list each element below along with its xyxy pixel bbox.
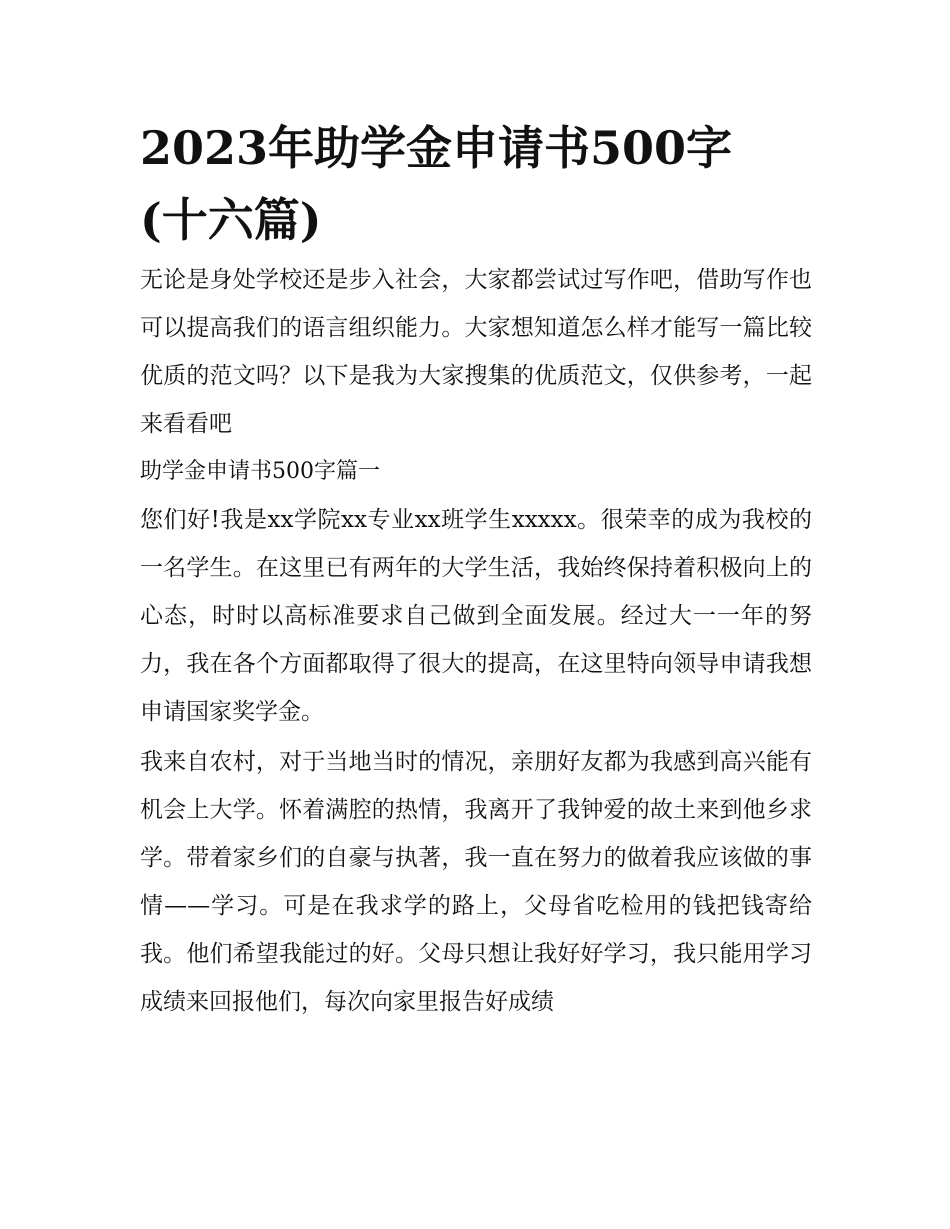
body-paragraph-2: 我来自农村，对于当地当时的情况，亲朋好友都为我感到高兴能有机会上大学。怀着满腔的热情，我离开了我钟爱的故土来到他乡求学。带着家乡们的自豪与执著，我一直在努力的做着我应该做的事情——学习。可是在我求学的路上，父母省吃检用的钱把钱寄给我。他们希望我能过的好。父母只想让我好好学习，我只能用学习成绩来回报他们，每次向家里报告好成绩 — [140, 749, 812, 1015]
intro-paragraph: 无论是身处学校还是步入社会，大家都尝试过写作吧，借助写作也可以提高我们的语言组织能力。大家想知道怎么样才能写一篇比较优质的范文吗？以下是我为大家搜集的优质范文，仅供参考，一起来看看吧 — [140, 267, 812, 437]
document-title — [140, 112, 812, 256]
title-line-2: (十六篇) — [140, 193, 322, 247]
body-paragraph-1: 您们好!我是xx学院xx专业xx班学生xxxxx。很荣幸的成为我校的一名学生。在这里已有两年的大学生活，我始终保持着积极向上的心态，时时以高标准要求自己做到全面发展。经过大一一年的努力，我在各个方面都取得了很大的提高，在这里特向领导申请我想申请国家奖学金。 — [140, 507, 812, 725]
document-page — [140, 112, 812, 1026]
section-heading: 助学金申请书500字篇一 — [140, 459, 380, 484]
title-line-1: 2023年助学金申请书500字 — [140, 121, 733, 175]
